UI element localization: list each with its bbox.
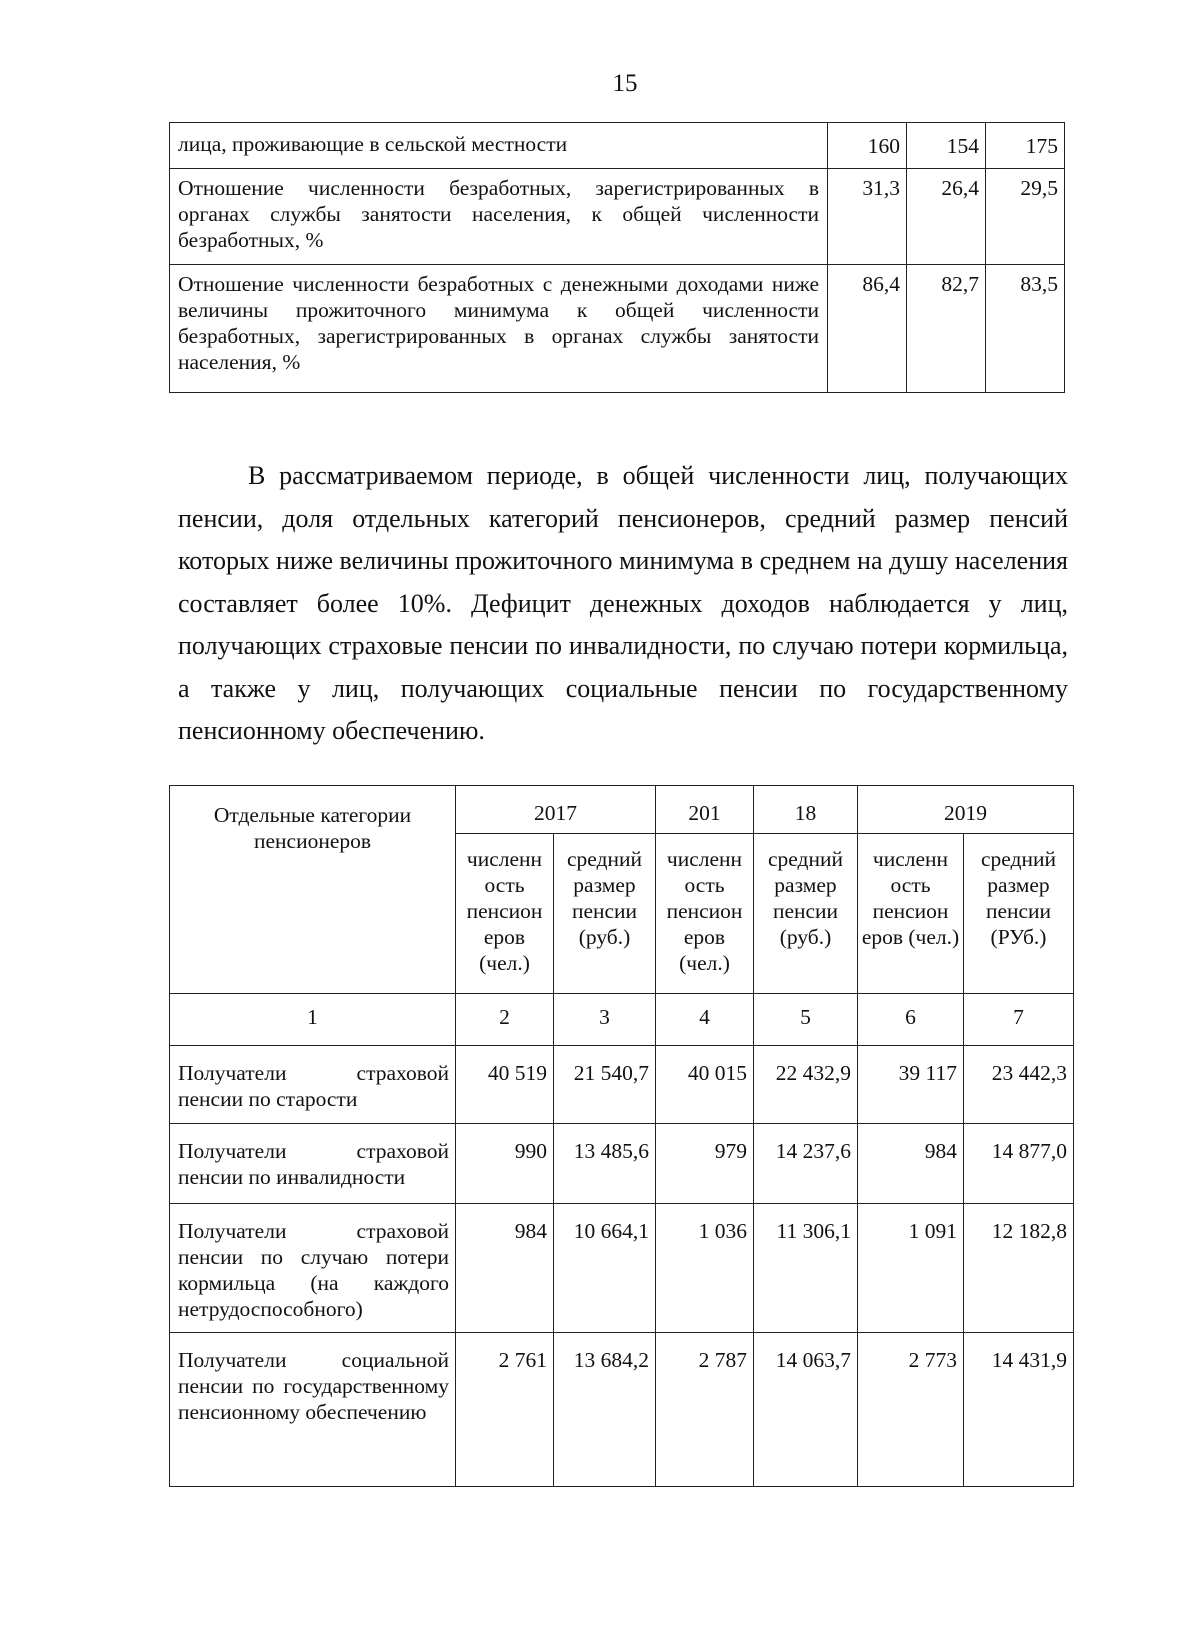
row-label: лица, проживающие в сельской местности xyxy=(170,123,828,169)
cell-value: 12 182,8 xyxy=(964,1204,1074,1333)
cell-value: 10 664,1 xyxy=(554,1204,656,1333)
sub-header: численн ость пенсион еров (чел.) xyxy=(858,834,964,994)
table-row xyxy=(170,169,1065,265)
category-header: Отдельные категории пенсионеров xyxy=(170,786,456,994)
cell-value: 984 xyxy=(456,1204,554,1333)
row-label: Получатели страховой пенсии по случаю потери кормильца (на каждого нетрудоспособного) xyxy=(170,1204,456,1333)
sub-header: численн ость пенсион еров (чел.) xyxy=(456,834,554,994)
row-label: Получатели страховой пенсии по старости xyxy=(170,1046,456,1124)
cell-value: 979 xyxy=(656,1124,754,1204)
cell-value: 23 442,3 xyxy=(964,1046,1074,1124)
cell-value: 984 xyxy=(858,1124,964,1204)
page-number: 15 xyxy=(612,70,638,97)
cell-value: 26,4 xyxy=(907,169,986,265)
row-label: Получатели страховой пенсии по инвалидности xyxy=(170,1124,456,1204)
cell-value: 14 431,9 xyxy=(964,1333,1074,1487)
year-header-2018-part: 18 xyxy=(754,786,858,834)
cell-value: 14 877,0 xyxy=(964,1124,1074,1204)
table-row xyxy=(170,1204,1074,1333)
column-index: 1 xyxy=(170,994,456,1046)
sub-header: численн ость пенсион еров (чел.) xyxy=(656,834,754,994)
cell-value: 21 540,7 xyxy=(554,1046,656,1124)
table-row xyxy=(170,265,1065,393)
header-row-years xyxy=(170,786,1074,834)
cell-value: 11 306,1 xyxy=(754,1204,858,1333)
cell-value: 83,5 xyxy=(986,265,1065,393)
cell-value: 40 519 xyxy=(456,1046,554,1124)
cell-value: 82,7 xyxy=(907,265,986,393)
year-header-2019: 2019 xyxy=(858,786,1074,834)
body-paragraph: В рассматриваемом периоде, в общей численности лиц, получающих пенсии, доля отдельных категорий пенсионеров, средний размер пенсий которых ниже величины прожиточного минимума в среднем на душу населения составляет более 10%. Дефицит денежных доходов наблюдается у лиц, получающих страховые пенсии по инвалидности, по случаю потери кормильца, а также у лиц, получающих социальные пенсии по государственному пенсионному обеспечению. xyxy=(178,461,1068,745)
table-row xyxy=(170,1124,1074,1204)
cell-value: 14 063,7 xyxy=(754,1333,858,1487)
cell-value: 86,4 xyxy=(828,265,907,393)
cell-value: 29,5 xyxy=(986,169,1065,265)
cell-value: 2 773 xyxy=(858,1333,964,1487)
column-index: 7 xyxy=(964,994,1074,1046)
cell-value: 160 xyxy=(828,123,907,169)
cell-value: 2 787 xyxy=(656,1333,754,1487)
column-index: 2 xyxy=(456,994,554,1046)
column-index: 5 xyxy=(754,994,858,1046)
column-index: 4 xyxy=(656,994,754,1046)
cell-value: 1 091 xyxy=(858,1204,964,1333)
unemployment-table xyxy=(169,122,1065,393)
year-header-2017: 2017 xyxy=(456,786,656,834)
index-row xyxy=(170,994,1074,1046)
sub-header: средний размер пенсии (РУб.) xyxy=(964,834,1074,994)
row-label: Отношение численности безработных, зарегистрированных в органах службы занятости населения, к общей численности безработных, % xyxy=(170,169,828,265)
sub-header: средний размер пенсии (руб.) xyxy=(754,834,858,994)
table-row xyxy=(170,1046,1074,1124)
cell-value: 1 036 xyxy=(656,1204,754,1333)
pensioners-table xyxy=(169,785,1074,1487)
cell-value: 31,3 xyxy=(828,169,907,265)
cell-value: 39 117 xyxy=(858,1046,964,1124)
table-row xyxy=(170,1333,1074,1487)
row-label: Отношение численности безработных с денежными доходами ниже величины прожиточного минимума к общей численности безработных, зарегистрированных в органах службы занятости населения, % xyxy=(170,265,828,393)
year-header-2018-part: 201 xyxy=(656,786,754,834)
cell-value: 990 xyxy=(456,1124,554,1204)
cell-value: 154 xyxy=(907,123,986,169)
row-label: Получатели социальной пенсии по государственному пенсионному обеспечению xyxy=(170,1333,456,1487)
cell-value: 13 485,6 xyxy=(554,1124,656,1204)
cell-value: 22 432,9 xyxy=(754,1046,858,1124)
column-index: 3 xyxy=(554,994,656,1046)
column-index: 6 xyxy=(858,994,964,1046)
cell-value: 40 015 xyxy=(656,1046,754,1124)
cell-value: 14 237,6 xyxy=(754,1124,858,1204)
cell-value: 13 684,2 xyxy=(554,1333,656,1487)
cell-value: 2 761 xyxy=(456,1333,554,1487)
cell-value: 175 xyxy=(986,123,1065,169)
sub-header: средний размер пенсии (руб.) xyxy=(554,834,656,994)
table-row xyxy=(170,123,1065,169)
